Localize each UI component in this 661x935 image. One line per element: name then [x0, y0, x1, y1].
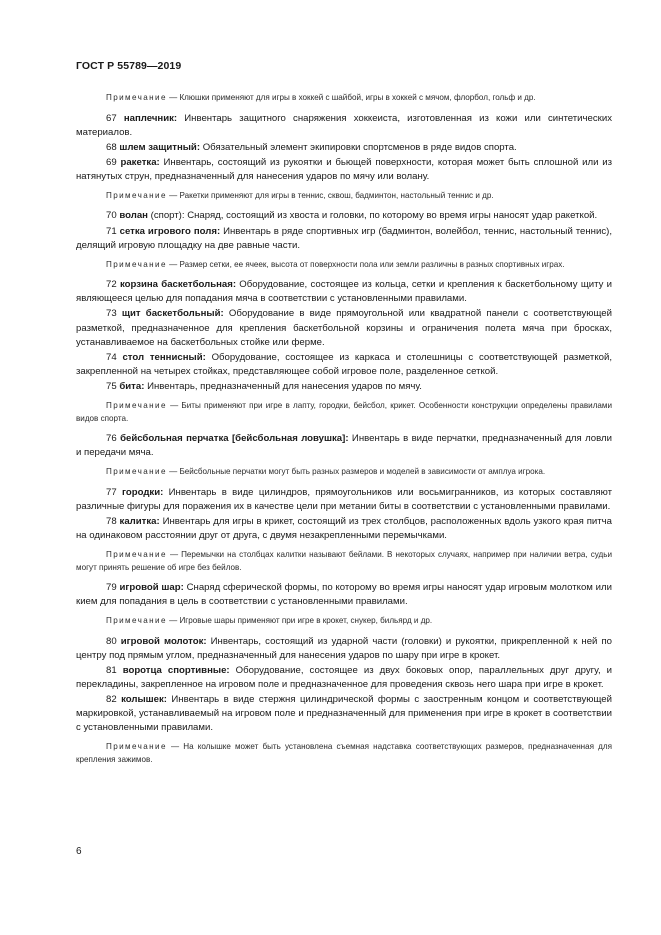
entry-number: 81 [106, 664, 117, 676]
term-entry-77 [76, 486, 612, 514]
term-name: воротца спортивные: [122, 664, 230, 676]
entry-number: 73 [106, 308, 117, 320]
note-text: — Клюшки применяют для игры в хоккей с шайбой, игры в хоккей с мячом, флорбол, гольф и др. [169, 93, 536, 102]
note-text: — Перемычки на столбцах калитки называют бейлами. В некоторых случаях, например при наличии ветра, судьи могут принять решение об игре без бейлов. [76, 550, 613, 572]
term-name: стол теннисный: [122, 351, 206, 363]
entry-number: 80 [106, 635, 117, 647]
term-definition: Оборудование, состоящее из кольца, сетки и крепления к баскетбольному щиту и являющееся целью для попадания мяча в соответствии с установленными правилами. [76, 279, 612, 305]
entry-number: 82 [106, 694, 117, 706]
note-text: — Бейсбольные перчатки могут быть разных размеров и моделей в зависимости от амплуа игрока. [169, 467, 546, 477]
term-definition: Инвентарь в виде цилиндров, прямоугольников или восьмигранников, из которых составляют различные фигуры для поражения их в качестве цели при метании биты в соответствии с установленными правилами. [76, 486, 612, 512]
term-entry-71 [76, 225, 612, 253]
entry-number: 69 [106, 156, 117, 168]
term-definition: Снаряд сферической формы, по которому во время игры наносят удар игровым молотком или кием для попадания в цель в соответствии с установленными правилами. [76, 582, 612, 608]
note-label: Примечание [106, 742, 167, 752]
note-label: Примечание [106, 190, 167, 200]
note [76, 259, 612, 272]
note-text: — Размер сетки, ее ячеек, высота от поверхности пола или земли различны в разных спортивных играх. [169, 259, 565, 269]
entry-number: 77 [106, 486, 117, 498]
term-entry-81 [76, 664, 612, 692]
term-name: ракетка: [120, 156, 160, 168]
note [76, 190, 612, 203]
term-name: корзина баскетбольная: [119, 279, 237, 291]
entry-number: 76 [106, 433, 117, 444]
note [76, 549, 612, 574]
page-number: 6 [76, 846, 82, 857]
note-label: Примечание [106, 401, 167, 410]
entry-number: 74 [106, 351, 117, 363]
term-name: щит баскетбольный: [121, 308, 224, 320]
page-header [76, 60, 181, 72]
term-entry-72 [76, 278, 612, 306]
term-name: бейсбольная перчатка [бейсбольная ловушка]: [120, 433, 349, 444]
note-text: — Ракетки применяют для игры в теннис, сквош, бадминтон, настольный теннис и др. [169, 190, 494, 200]
term-entry-80 [76, 635, 612, 663]
note [76, 400, 612, 425]
term-definition: Обязательный элемент экипировки спортсменов в ряде видов спорта. [200, 141, 517, 153]
term-definition: Оборудование, состоящее из двух боковых опор, параллельных друг другу, и перекладины, закрепленное на игровом поле и предназначенное для проведения сквозь него шара при игре в крокет. [76, 664, 612, 691]
term-definition: Инвентарь в виде перчатки, предназначенный для ловли и передачи мяча. [76, 433, 612, 459]
term-entry-69 [76, 156, 612, 184]
term-entry-78 [76, 515, 612, 543]
term-entry-74 [76, 351, 612, 379]
term-name: городки: [122, 486, 164, 498]
term-name: калитка: [119, 515, 160, 527]
note-label: Примечание [106, 93, 167, 102]
term-entry-73 [76, 307, 612, 349]
note [76, 466, 612, 479]
term-definition: Инвентарь в ряде спортивных игр (бадминтон, волейбол, теннис, настольный теннис), делящий игровую площадку на две равные части. [76, 225, 612, 251]
term-definition: Инвентарь, состоящий из ударной части (головки) и рукоятки, прикрепленной к ней по центру под прямым углом, предназначенный для нанесения ударов по шару при игре в крокет. [76, 635, 612, 661]
term-name: наплечник: [123, 112, 178, 124]
note [76, 615, 612, 628]
term-entry-76 [76, 432, 612, 460]
entry-number: 67 [106, 112, 117, 124]
term-definition: Инвентарь для игры в крикет, состоящий из трех столбцов, расположенных вдоль узкого края питча на одинаковом расстоянии друг от друга, с двумя незакрепленными перемычками. [76, 515, 612, 541]
entry-number: 78 [106, 515, 117, 527]
term-definition: Инвентарь защитного снаряжения хоккеиста, изготовленная из кожи или синтетических материалов. [76, 112, 612, 138]
term-definition: Инвентарь, состоящий из рукоятки и бьющей поверхности, которая может быть сплошной или из натянутых струн, предназначенный для нанесения ударов по мячу или волану. [76, 156, 613, 182]
entry-number: 75 [106, 380, 117, 392]
note [76, 92, 612, 105]
term-entry-68 [76, 141, 612, 155]
term-definition: Оборудование, состоящее из каркаса и столешницы с соответствующей разметкой, закрепленной на четырех стойках, представляющее собой игровое поле, разделенное сеткой. [76, 351, 612, 377]
term-name: игровой шар: [119, 582, 184, 594]
term-definition: Оборудование в виде прямоугольной или квадратной панели с соответствующей разметкой, предназначенное для крепления баскетбольной корзины и ограничения полета мяча при бросках, устанавливаемое на баскетбольных стойке или ферме. [76, 308, 612, 348]
term-name: волан [119, 210, 148, 222]
term-definition: Инвентарь в виде стержня цилиндрической формы с заостренным концом и соответствующей маркировкой, устанавливаемый на игровом поле и предназначенный для применения при игре в крокет в соответствии с установленными правилами. [76, 694, 612, 734]
term-entry-82 [76, 693, 612, 735]
entry-number: 72 [106, 279, 117, 291]
note-text: — Биты применяют при игре в лапту, городки, бейсбол, крикет. Особенности конструкции определены правилами видов спорта. [76, 401, 613, 423]
term-name: сетка игрового поля: [119, 225, 221, 237]
standard-title: ГОСТ Р 55789—2019 [76, 60, 182, 72]
note-label: Примечание [106, 616, 167, 626]
entry-number: 79 [106, 582, 117, 594]
note [76, 741, 612, 766]
term-name: бита: [119, 380, 145, 392]
note-label: Примечание [106, 550, 167, 560]
term-entry-67 [76, 112, 612, 140]
term-definition: Инвентарь, предназначенный для нанесения ударов по мячу. [144, 380, 422, 392]
term-name: игровой молоток: [120, 635, 207, 647]
document-body [76, 92, 612, 773]
entry-number: 68 [106, 141, 117, 153]
entry-number: 70 [106, 210, 117, 222]
term-definition: (спорт): Снаряд, состоящий из хвоста и головки, по которому во время игры наносят удар ракеткой. [147, 210, 598, 222]
entry-number: 71 [106, 225, 117, 237]
note-text: — Игровые шары применяют при игре в крокет, снукер, бильярд и др. [169, 616, 433, 626]
note-label: Примечание [106, 259, 167, 269]
term-name: колышек: [121, 694, 167, 706]
term-entry-79 [76, 581, 612, 609]
note-text: — На колышке может быть установлена съемная надставка соответствующих размеров, предназначенная для крепления зажимов. [76, 742, 612, 764]
term-entry-70 [76, 209, 612, 223]
note-label: Примечание [106, 467, 167, 477]
term-name: шлем защитный: [119, 141, 201, 153]
term-entry-75 [76, 380, 612, 394]
